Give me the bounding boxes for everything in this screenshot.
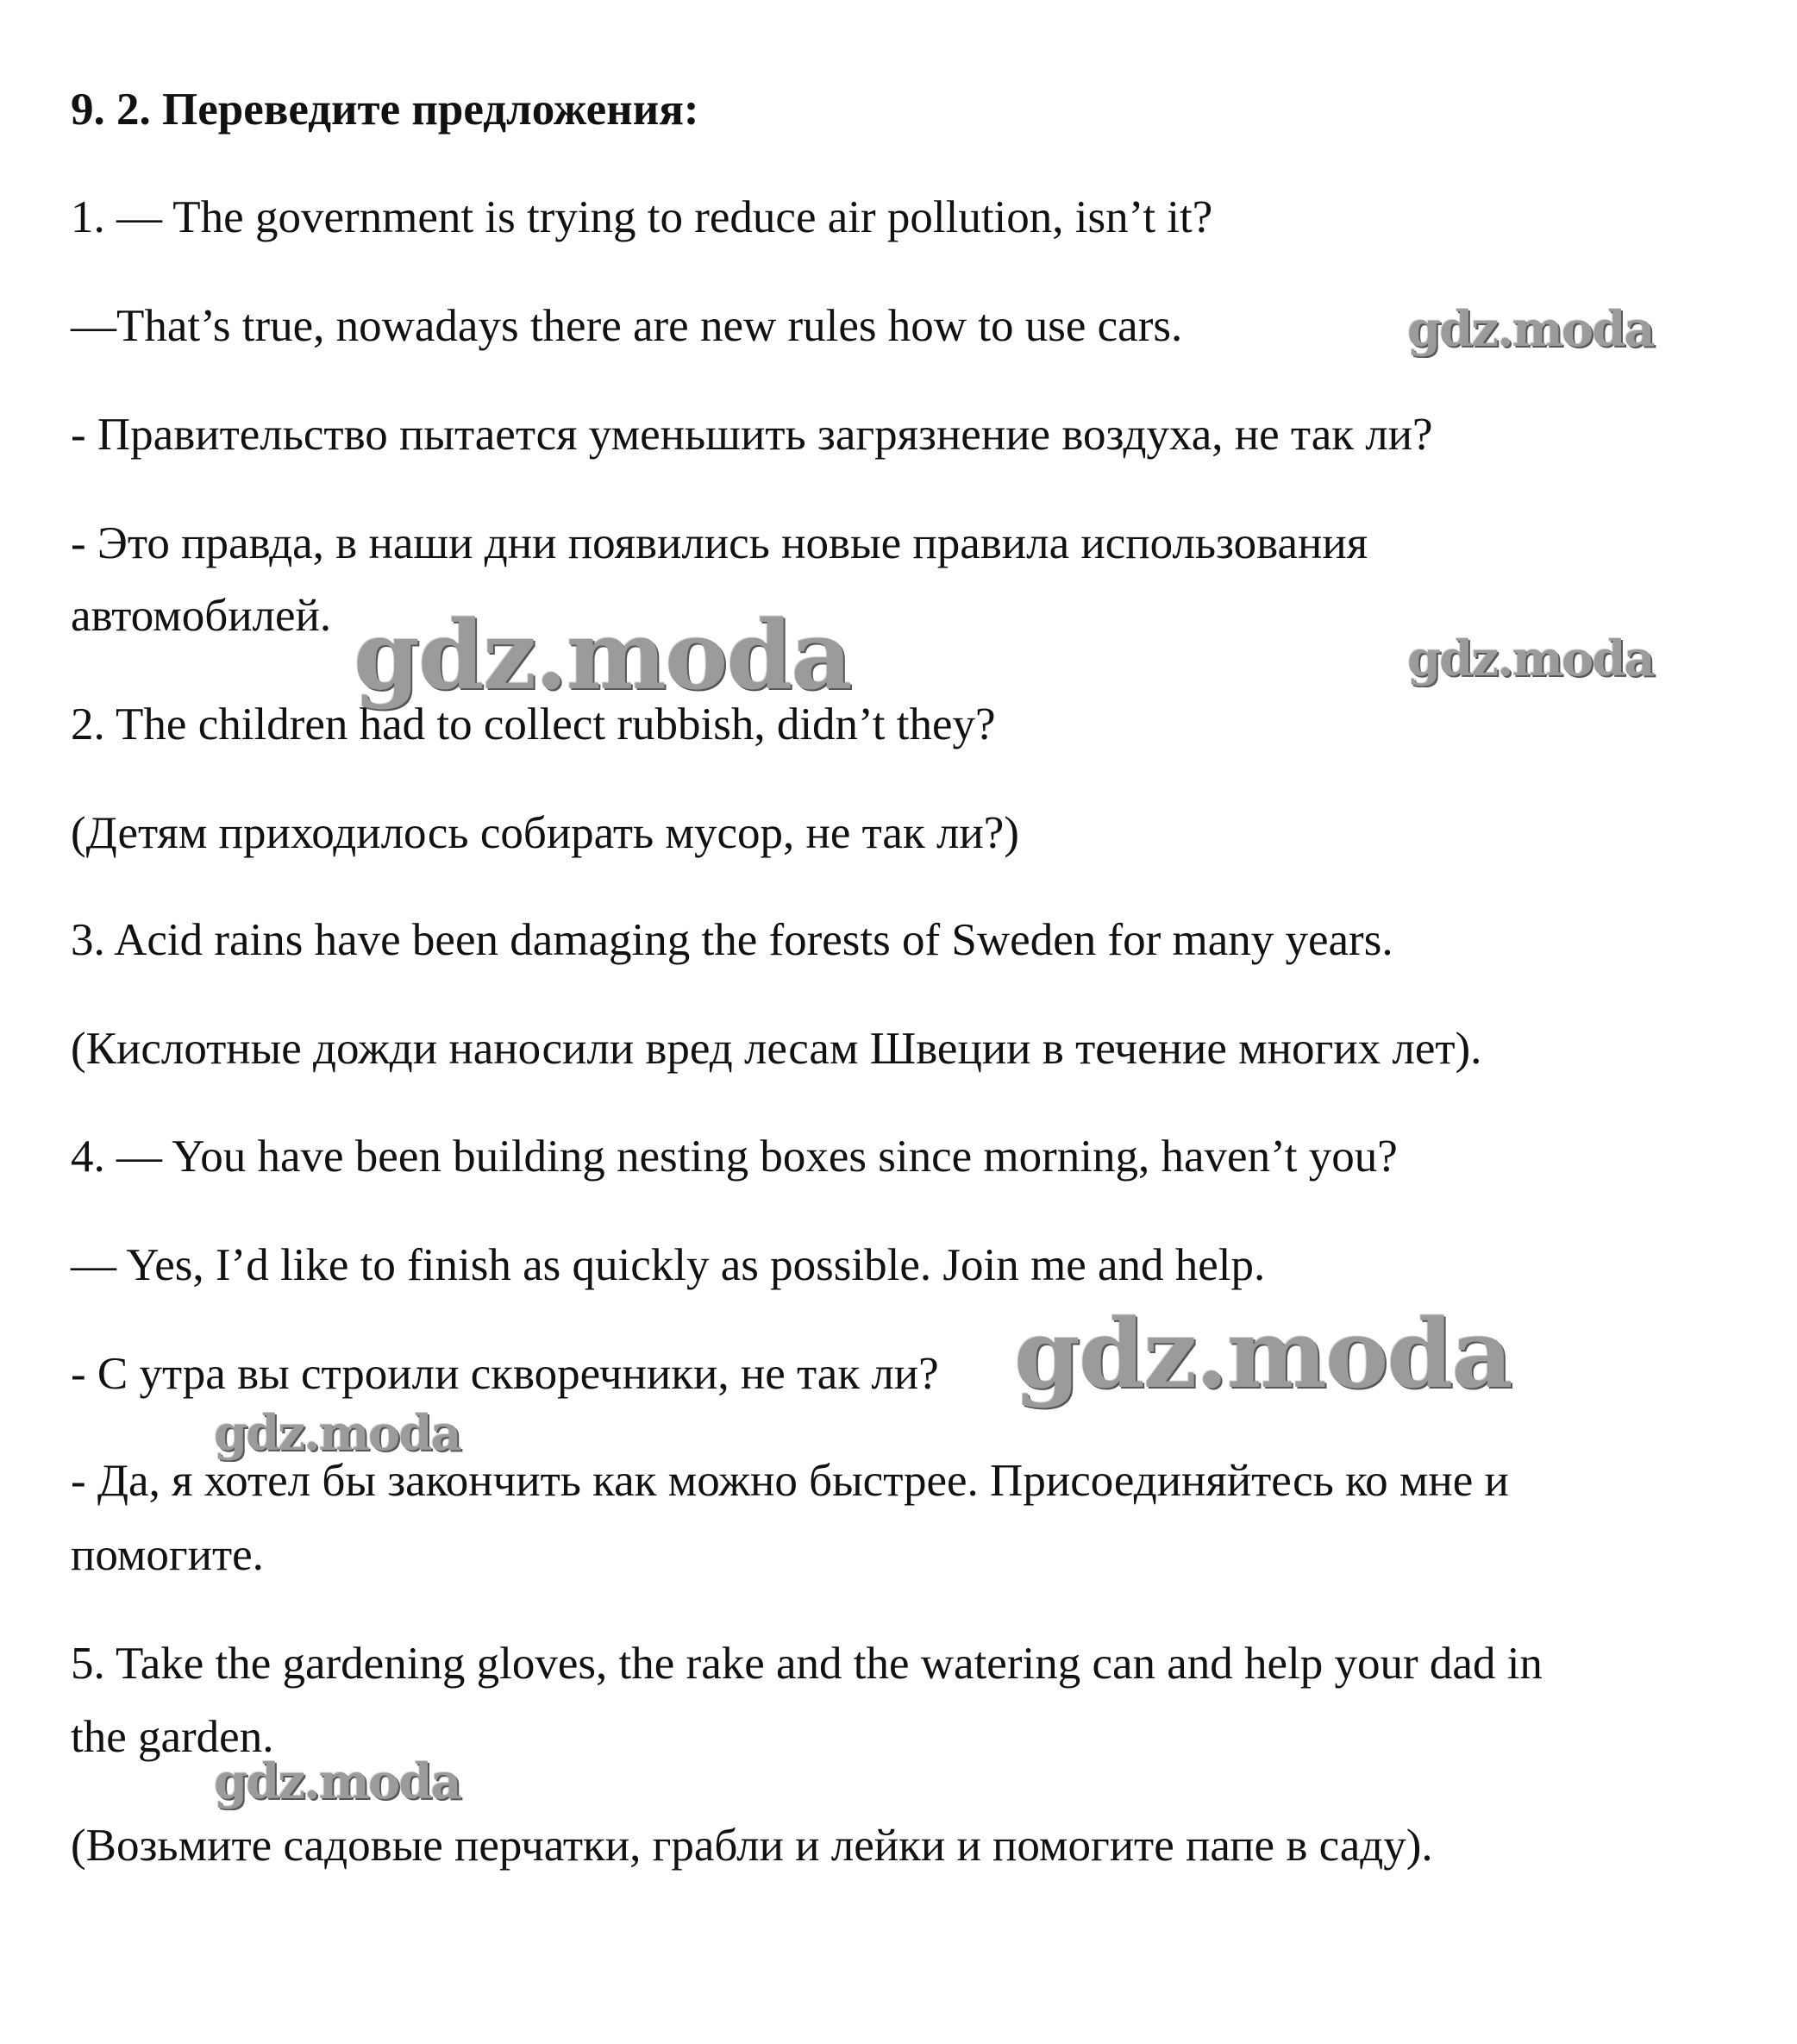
sentence-4-russian-answer: - Да, я хотел бы закончить как можно быстрее. Присоединяйтесь ко мне и [71, 1456, 1509, 1506]
sentence-2-english: 2. The children had to collect rubbish, didn’t they? [71, 699, 996, 749]
sentence-5-english: 5. Take the gardening gloves, the rake and the watering can and help your dad in [71, 1639, 1543, 1689]
sentence-5-russian: (Возьмите садовые перчатки, грабли и лейки и помогите папе в саду). [71, 1821, 1433, 1871]
sentence-4-russian-question: - С утра вы строили скворечники, не так ли? [71, 1349, 939, 1399]
sentence-4-english-answer: — Yes, I’d like to finish as quickly as possible. Join me and help. [71, 1240, 1266, 1290]
sentence-1-english-question: 1. — The government is trying to reduce air pollution, isn’t it? [71, 192, 1213, 242]
sentence-3-russian: (Кислотные дожди наносили вред лесам Швеции в течение многих лет). [71, 1024, 1482, 1074]
watermark: gdz.moda [214, 1753, 460, 1810]
sentence-2-russian: (Детям приходилось собирать мусор, не так ли?) [71, 808, 1019, 858]
sentence-4-russian-answer-cont: помогите. [71, 1530, 264, 1580]
sentence-1-english-answer: —That’s true, nowadays there are new rules how to use cars. [71, 301, 1183, 351]
sentence-4-english-question: 4. — You have been building nesting boxes since morning, haven’t you? [71, 1132, 1398, 1182]
sentence-5-english-cont: the garden. [71, 1712, 274, 1762]
watermark: gdz.moda [1407, 630, 1654, 687]
sentence-3-english: 3. Acid rains have been damaging the forests of Sweden for many years. [71, 915, 1393, 965]
watermark: gdz.moda [1407, 301, 1654, 358]
watermark: gdz.moda [214, 1405, 460, 1462]
page-title: 9. 2. Переведите предложения: [71, 85, 699, 135]
sentence-1-russian-question: - Правительство пытается уменьшить загрязнение воздуха, не так ли? [71, 410, 1433, 460]
sentence-1-russian-answer: - Это правда, в наши дни появились новые правила использования [71, 518, 1368, 568]
watermark: gdz.moda [1014, 1298, 1512, 1409]
sentence-1-russian-answer-cont: автомобилей. [71, 591, 332, 641]
watermark: gdz.moda [354, 599, 851, 711]
